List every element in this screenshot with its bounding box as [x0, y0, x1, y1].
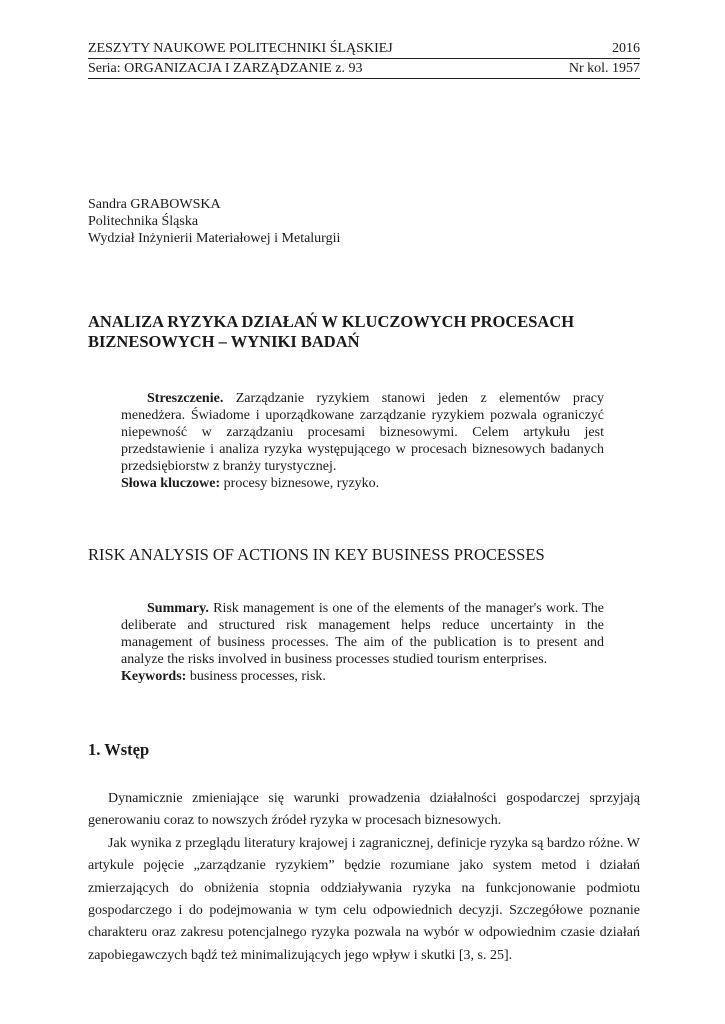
abstract-pl-paragraph	[121, 390, 604, 475]
body-paragraph-1: Dynamicznie zmieniające się warunki prowadzenia działalności gospodarczej sprzyjają generowaniu coraz to nowszych źródeł ryzyka w procesach biznesowych.	[88, 791, 640, 829]
author-block	[88, 196, 340, 247]
keywords-en-label: Keywords:	[121, 669, 187, 684]
paper-title-pl: ANALIZA RYZYKA DZIAŁAŃ W KLUCZOWYCH PROCESACH BIZNESOWYCH – WYNIKI BADAŃ	[88, 312, 575, 351]
header-rule-bottom	[88, 78, 640, 79]
keywords-en	[121, 668, 604, 685]
journal-year: 2016	[612, 41, 640, 56]
author-affiliation: Politechnika Śląska	[88, 214, 199, 229]
header-rule	[88, 58, 640, 59]
abstract-pl	[121, 390, 604, 492]
abstract-pl-text: Zarządzanie ryzykiem stanowi jeden z elementów pracy menedżera. Świadome i uporządkowane zarządzanie ryzykiem pozwala ograniczyć niepewność w zarządzaniu procesami biznesowymi. Celem artykułu jest przedstawienie i analiza ryzyka występującego w procesach biznesowych badanych przedsiębiorstw z branży turystycznej.	[121, 391, 604, 474]
body-paragraph-2: Jak wynika z przeglądu literatury krajowej i zagranicznej, definicje ryzyka są bardzo różne. W artykule pojęcie „zarządzanie ryzykiem” będzie rozumiane jako system metod i działań zmierzających do obniżenia stopnia oddziaływania ryzyka na funkcjonowanie podmiotu gospodarczego i do podejmowania w tym celu odpowiednich decyzji. Szczegółowe poznanie charakteru oraz zakresu potencjalnego ryzyka pozwala na wybór w odpowiednim czasie działań zapobiegawczych bądź też minimalizujących jego wpływ i skutki [3, s. 25].	[88, 835, 640, 963]
abstract-en	[121, 600, 604, 685]
keywords-en-text: business processes, risk.	[186, 669, 326, 684]
abstract-en-label: Summary.	[147, 601, 209, 616]
keywords-pl-text: procesy biznesowe, ryzyko.	[220, 476, 380, 491]
abstract-pl-label: Streszczenie.	[147, 391, 224, 406]
abstract-en-paragraph	[121, 600, 604, 668]
keywords-pl-label: Słowa kluczowe:	[121, 476, 221, 491]
author-department: Wydział Inżynierii Materiałowej i Metalurgii	[88, 231, 341, 246]
journal-issue: Nr kol. 1957	[568, 61, 640, 76]
section-heading: 1. Wstęp	[88, 740, 150, 759]
paper-title-en: RISK ANALYSIS OF ACTIONS IN KEY BUSINESS PROCESSES	[88, 545, 545, 564]
author-name: Sandra GRABOWSKA	[88, 197, 221, 212]
paper-page	[88, 40, 640, 963]
section-body	[88, 788, 640, 967]
keywords-pl	[121, 475, 604, 492]
journal-series: Seria: ORGANIZACJA I ZARZĄDZANIE z. 93	[88, 61, 363, 76]
journal-name: ZESZYTY NAUKOWE POLITECHNIKI ŚLĄSKIEJ	[88, 41, 393, 56]
abstract-en-text: Risk management is one of the elements of the manager's work. The deliberate and structured risk management helps reduce uncertainty in the management of business processes. The aim of the publication is to present and analyze the risks involved in business processes studied tourism enterprises.	[121, 601, 604, 667]
running-header	[88, 40, 640, 79]
